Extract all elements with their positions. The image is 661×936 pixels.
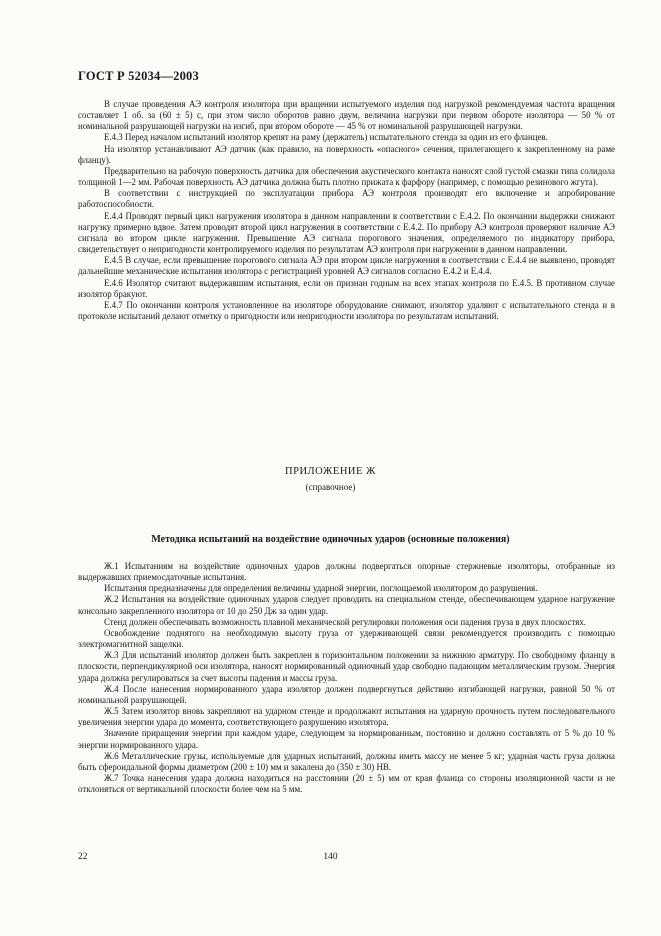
paragraph: В случае проведения АЭ контроля изолятора при вращении испытуемого изделия под нагрузкой рекомендуемая частота вращения составляет 1 об. за (60 ± 5) с, при этом число оборотов равно двум, величина нагрузки при первом обороте изолятора — 50 % от номинальной разрушающей нагрузки на изгиб, при втором обороте — 45 % от номинальной разрушающей нагрузки. [78,99,615,132]
paragraph: В соответствии с инструкцией по эксплуатации прибора АЭ контроля производят его включение и апробирование работоспособности. [78,188,615,210]
paragraph: Ж.5 Затем изолятор вновь закрепляют на ударном стенде и продолжают испытания на ударную прочность путем последовательного увеличения энергии удара до момента, соответствующего разрушению изолятора. [78,706,615,728]
section-e-text [78,99,615,322]
paragraph: Е.4.5 В случае, если превышение порогового сигнала АЭ при втором цикле нагружения в соответствии с Е.4.4 не выявлено, проводят дальнейшие механические испытания изолятора с регистрацией уровней АЭ сигналов согласно Е.4.2 и Е.4.4. [78,255,615,277]
paragraph: Ж.4 После нанесения нормированного удара изолятор должен подвергнуться действию изгибающей нагрузки, равной 50 % от номинальной разрушающей. [78,683,615,705]
paragraph: Стенд должен обеспечивать возможность плавной механической регулировки положения оси падения груза в двух плоскостях. [104,616,586,627]
method-title: Методика испытаний на воздействие одиночных ударов (основные положения) [151,534,510,545]
paragraph: Ж.6 Металлические грузы, используемые для ударных испытаний, должны иметь массу не менее 5 кг; ударная часть груза должна быть сфероидальной формы диаметром (200 ± 10) мм и закалена до (350 ± 30) НВ. [78,750,615,772]
paragraph: Е.4.4 Проводят первый цикл нагружения изолятора в данном направлении в соответствии с Е.4.2. По окончании выдержки снижают нагрузку примерно вдвое. Затем проводят второй цикл нагружения в соответствии с Е.4.2. По прибору АЭ контроля проверяют наличие АЭ сигнала во втором цикле нагружения. Превышение АЭ сигнала порогового значения, определяемого по индикатору прибора, свидетельствует о непригодности контролируемого изделия по результатам АЭ контроля при нагружении в данном направлении. [78,210,615,255]
paragraph: Ж.7 Точка нанесения удара должна находиться на расстоянии (20 ± 5) мм от края фланца со стороны изоляционной части и не отклоняться от вертикальной плоскости более чем на 5 мм. [78,772,615,795]
paragraph: Е.4.3 Перед началом испытаний изолятор крепят на раму (держатель) испытательного стенда за один из его фланцев. [104,132,548,143]
page-number-left: 22 [78,852,88,862]
paragraph: Ж.3 Для испытаний изолятор должен быть закреплен в горизонтальном положении за нижнюю арматуру. По свободному фланцу в плоскости, перпендикулярной оси изолятора, наносят нормированный одиночный удар свободно падающим металлическим грузом. Энергия удара должна регулироваться за счет высоты падения и массы груза. [78,650,615,683]
document-header: ГОСТ Р 52034—2003 [78,69,199,83]
appendix-subtitle: (справочное) [305,482,356,492]
paragraph: Значение приращения энергии при каждом ударе, следующем за нормированным, постоянно и должно составлять от 5 % до 10 % энергии нормированного удара. [78,728,615,750]
paragraph: Ж.2 Испытания на воздействие одиночных ударов следует проводить на специальном стенде, обеспечивающем ударное нагружение консольно закрепленного изолятора от 10 до 250 Дж за один удар. [78,594,615,616]
paragraph: Е.4.6 Изолятор считают выдержавшим испытания, если он признан годным на всех этапах контроля по Е.4.5. В противном случае изолятор бракуют. [78,277,615,299]
paragraph: На изолятор устанавливают АЭ датчик (как правило, на поверхность «опасного» сечения, прилегающего к закрепленному на раме фланцу). [78,143,615,165]
paragraph: Освобождение поднятого на необходимую высоту груза от удерживающей связи рекомендуется производить с помощью электромагнитной защелки. [78,627,615,650]
appendix-text [78,561,615,795]
paragraph: Предварительно на рабочую поверхность датчика для обеспечения акустического контакта наносят слой густой смазки типа солидола толщиной 1—2 мм. Рабочая поверхность АЭ датчика должна быть плотно прижата к фарфору (например, с помощью резинового жгута). [78,165,615,188]
paragraph: Испытания предназначены для определения величины ударной энергии, поглощаемой изолятором до разрушения. [104,583,538,594]
paragraph: Ж.1 Испытаниям на воздействие одиночных ударов должны подвергаться опорные стержневые изоляторы, отобранные из выдержавших приемосдаточные испытания. [78,561,615,583]
paragraph: Е.4.7 По окончании контроля установленное на изоляторе оборудование снимают, изолятор удаляют с испытательного стенда и в протоколе испытаний делают отметку о пригодности или непригодности изолятора по результатам испытаний. [78,299,615,321]
appendix-title: ПРИЛОЖЕНИЕ Ж [285,466,376,477]
page-number-center: 140 [323,852,338,862]
